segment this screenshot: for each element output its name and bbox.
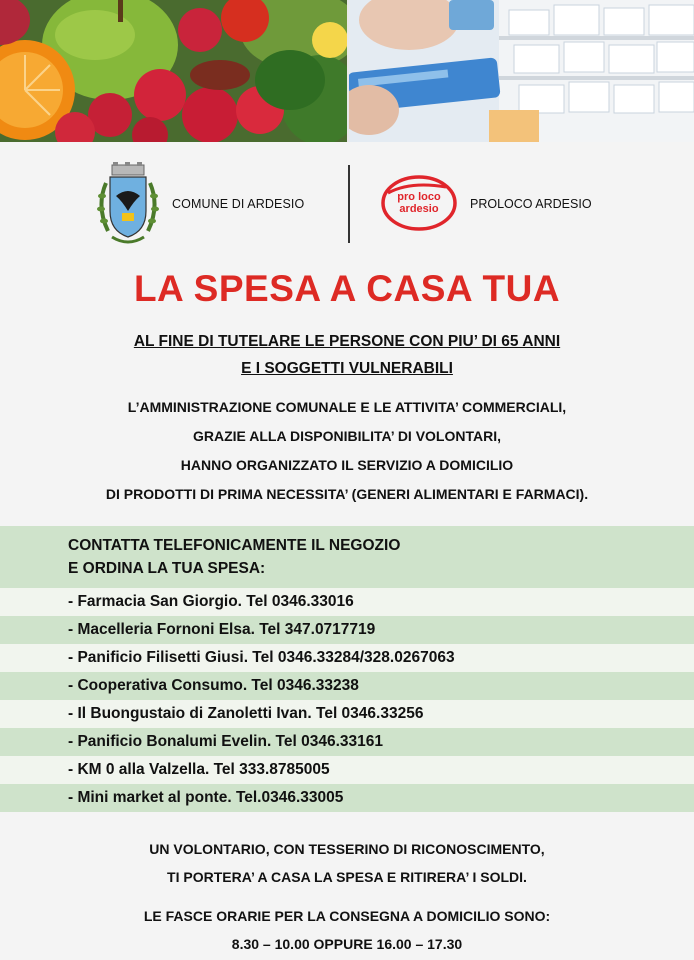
proloco-logo-text: pro loco bbox=[397, 191, 441, 203]
intro-line: DI PRODOTTI DI PRIMA NECESSITA’ (GENERI ALIMENTARI E FARMACI). bbox=[105, 486, 589, 502]
logo-separator bbox=[348, 165, 350, 243]
intro-text bbox=[0, 393, 694, 509]
fruit-vegetables-image bbox=[0, 0, 347, 142]
shop-row bbox=[0, 588, 694, 616]
shop-entry: - Farmacia San Giorgio. Tel 0346.33016 bbox=[68, 593, 354, 610]
proloco-logo bbox=[380, 173, 458, 233]
shop-row bbox=[0, 616, 694, 644]
comune-crest-logo bbox=[94, 161, 162, 249]
shop-row bbox=[0, 728, 694, 756]
shop-row bbox=[0, 784, 694, 812]
contact-line: E ORDINA LA TUA SPESA: bbox=[68, 560, 266, 577]
shop-entry: - KM 0 alla Valzella. Tel 333.8785005 bbox=[68, 761, 330, 778]
shop-entry: - Mini market al ponte. Tel.0346.33005 bbox=[68, 789, 344, 806]
footer-line: TI PORTERA’ A CASA LA SPESA E RITIRERA’ I SOLDI. bbox=[167, 869, 527, 885]
shop-entry: - Macelleria Fornoni Elsa. Tel 347.0717719 bbox=[68, 621, 376, 638]
delivery-hours: 8.30 – 10.00 OPPURE 16.00 – 17.30 bbox=[231, 936, 463, 952]
main-title: LA SPESA A CASA TUA bbox=[133, 268, 561, 309]
contact-header bbox=[0, 526, 694, 588]
comune-name: COMUNE DI ARDESIO bbox=[172, 197, 305, 211]
intro-line: L’AMMINISTRAZIONE COMUNALE E LE ATTIVITA’ COMMERCIALI, bbox=[127, 399, 567, 415]
intro-line: GRAZIE ALLA DISPONIBILITA’ DI VOLONTARI, bbox=[193, 428, 501, 444]
shop-row bbox=[0, 756, 694, 784]
contact-line: CONTATTA TELEFONICAMENTE IL NEGOZIO bbox=[68, 537, 401, 554]
shop-entry: - Cooperativa Consumo. Tel 0346.33238 bbox=[68, 677, 359, 694]
shop-row bbox=[0, 672, 694, 700]
subtitle-line: E I SOGGETTI VULNERABILI bbox=[241, 360, 453, 377]
shop-row bbox=[0, 700, 694, 728]
logos-row bbox=[0, 155, 694, 255]
pharmacy-image bbox=[349, 0, 694, 142]
shop-entry: - Panificio Bonalumi Evelin. Tel 0346.33161 bbox=[68, 733, 384, 750]
intro-line: HANNO ORGANIZZATO IL SERVIZIO A DOMICILIO bbox=[180, 457, 514, 473]
shop-entry: - Il Buongustaio di Zanoletti Ivan. Tel 0346.33256 bbox=[68, 705, 424, 722]
proloco-name: PROLOCO ARDESIO bbox=[470, 197, 592, 211]
shop-list bbox=[0, 588, 694, 812]
footer-line: LE FASCE ORARIE PER LA CONSEGNA A DOMICILIO SONO: bbox=[143, 908, 551, 924]
header-photos bbox=[0, 0, 694, 142]
shop-entry: - Panificio Filisetti Giusi. Tel 0346.33284/328.0267063 bbox=[68, 649, 455, 666]
shops-band bbox=[0, 526, 694, 816]
proloco-logo-text: ardesio bbox=[399, 203, 439, 215]
subtitle-line: AL FINE DI TUTELARE LE PERSONE CON PIU’ DI 65 ANNI bbox=[133, 333, 561, 350]
footer-line: UN VOLONTARIO, CON TESSERINO DI RICONOSCIMENTO, bbox=[149, 841, 545, 857]
shop-row bbox=[0, 644, 694, 672]
